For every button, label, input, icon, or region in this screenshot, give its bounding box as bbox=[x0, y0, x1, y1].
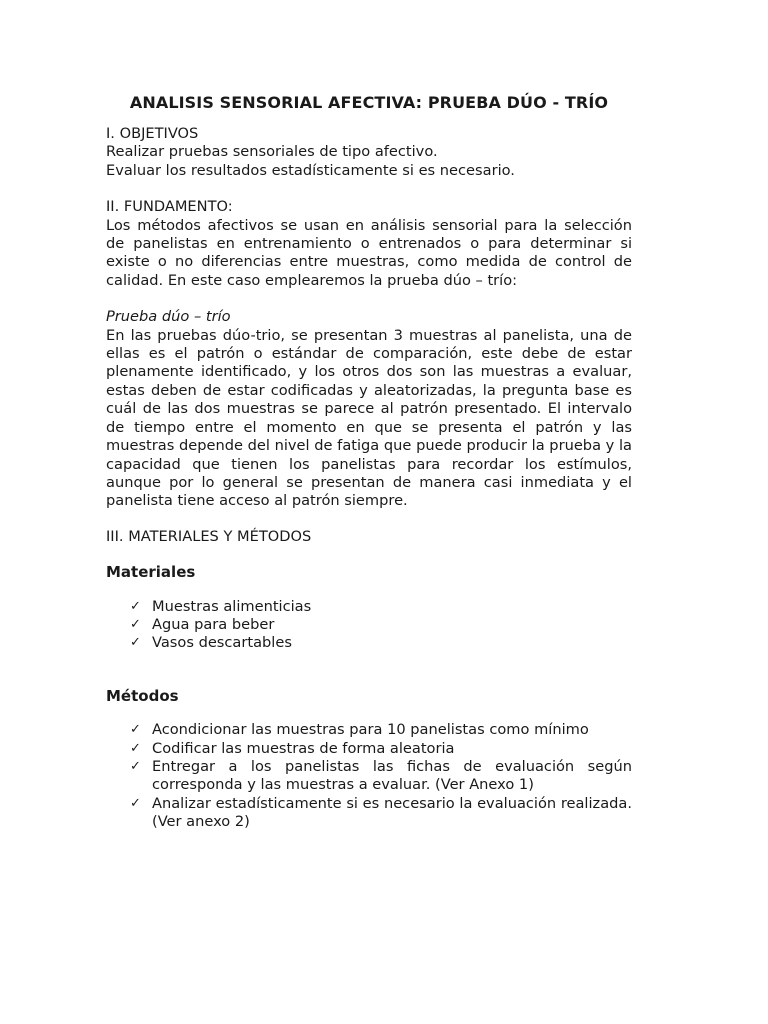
body-paragraph: En las pruebas dúo-trio, se presentan 3 muestras al panelista, una de ellas es el patrón o estándar de comparación, este debe de estar plenamente identificado, y los otros dos son las muestras a evaluar, estas deben de estar codificadas y aleatorizadas, la pregunta base es cuál de las dos muestras se parece al patrón presentado. El intervalo de tiempo entre el momento en que se presenta el patrón y las muestras depende del nivel de fatiga que puede producir la prueba y la capacidad que tienen los panelistas para recordar los estímulos, aunque por lo general se presentan de manera casi inmediata y el panelista tiene acceso al patrón siempre. bbox=[106, 326, 632, 510]
subsection-heading: Materiales bbox=[106, 563, 196, 582]
document-title: ANALISIS SENSORIAL AFECTIVA: PRUEBA DÚO - TRÍO bbox=[129, 93, 609, 112]
list-item-text: Vasos descartables bbox=[152, 634, 292, 652]
section-fundamento bbox=[106, 198, 632, 511]
document-page bbox=[106, 88, 632, 832]
list-item bbox=[130, 740, 632, 758]
list-item-text: Acondicionar las muestras para 10 panelistas como mínimo bbox=[152, 721, 589, 739]
list-item bbox=[130, 634, 632, 652]
checkmark-icon: ✓ bbox=[130, 635, 141, 651]
list-item bbox=[130, 616, 632, 634]
checkmark-icon: ✓ bbox=[130, 740, 141, 756]
checkmark-icon: ✓ bbox=[130, 795, 141, 811]
section-materiales-metodos bbox=[106, 528, 632, 832]
subsection-heading: Métodos bbox=[106, 686, 179, 705]
list-item-text: Analizar estadísticamente si es necesario la evaluación realizada. (Ver anexo 2) bbox=[152, 794, 632, 831]
section-heading: III. MATERIALES Y MÉTODOS bbox=[106, 527, 312, 545]
list-item-text: Agua para beber bbox=[152, 615, 275, 633]
subsection-title: Prueba dúo – trío bbox=[106, 308, 231, 326]
list-item-text: Muestras alimenticias bbox=[152, 597, 312, 615]
list-item-text: Codificar las muestras de forma aleatoria bbox=[152, 739, 455, 757]
list-item bbox=[130, 721, 632, 739]
checkmark-icon: ✓ bbox=[130, 722, 141, 738]
section-objetivos bbox=[106, 125, 632, 180]
materials-list bbox=[106, 598, 632, 653]
list-item-text: Entregar a los panelistas las fichas de evaluación según corresponda y las muestras a evaluar. (Ver Anexo 1) bbox=[152, 757, 632, 794]
methods-list bbox=[106, 721, 632, 831]
checkmark-icon: ✓ bbox=[130, 758, 141, 774]
checkmark-icon: ✓ bbox=[130, 616, 141, 632]
section-heading: I. OBJETIVOS bbox=[106, 125, 199, 142]
objective-line: Evaluar los resultados estadísticamente si es necesario. bbox=[106, 161, 515, 179]
checkmark-icon: ✓ bbox=[130, 598, 141, 614]
list-item bbox=[130, 758, 632, 795]
objective-line: Realizar pruebas sensoriales de tipo afectivo. bbox=[106, 143, 438, 161]
section-heading: II. FUNDAMENTO: bbox=[106, 198, 233, 216]
body-paragraph: Los métodos afectivos se usan en análisis sensorial para la selección de panelistas en entrenamiento o entrenados o para determinar si existe o no diferencias entre muestras, como medida de control de calidad. En este caso emplearemos la prueba dúo – trío: bbox=[106, 216, 632, 289]
list-item bbox=[130, 795, 632, 832]
list-item bbox=[130, 598, 632, 616]
